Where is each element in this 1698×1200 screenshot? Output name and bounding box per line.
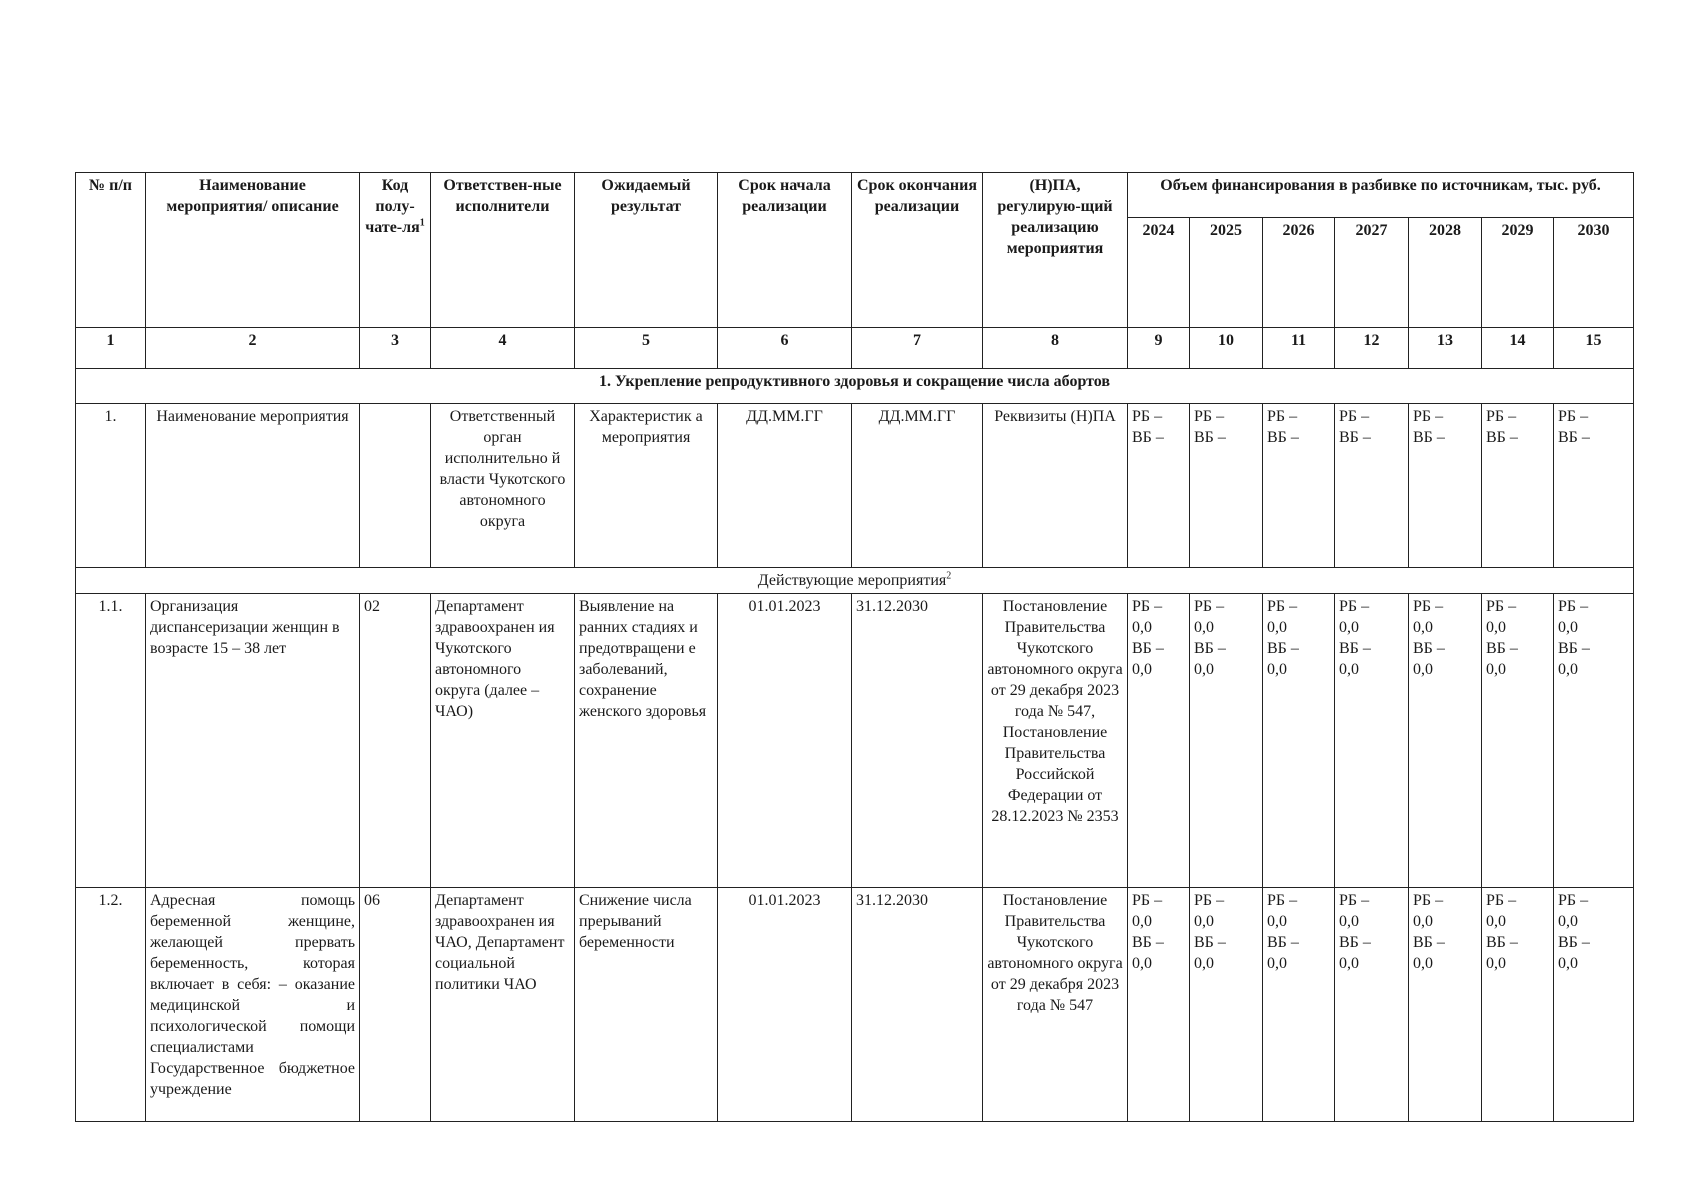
row-npa: Постановление Правительства Чукотского автономного округа от 29 декабря 2023 года № 547, Постановление Правительства Российской Федерации от 28.12.2023 № 2353 <box>983 594 1128 888</box>
section-row <box>76 369 1634 404</box>
colnum: 13 <box>1409 328 1482 369</box>
row-fin: РБ – 0,0 ВБ – 0,0 <box>1335 888 1409 1122</box>
header-row-1 <box>76 173 1634 218</box>
header-financing: Объем финансирования в разбивке по источникам, тыс. руб. <box>1128 173 1634 218</box>
header-name: Наименование мероприятия/ описание <box>146 173 360 328</box>
row-fin: РБ – ВБ – <box>1409 404 1482 568</box>
colnum: 10 <box>1190 328 1263 369</box>
row-end: 31.12.2030 <box>852 594 983 888</box>
financing-table <box>75 172 1634 1122</box>
colnum: 4 <box>431 328 575 369</box>
row-fin: РБ – 0,0 ВБ – 0,0 <box>1263 888 1335 1122</box>
row-fin: РБ – 0,0 ВБ – 0,0 <box>1263 594 1335 888</box>
row-code: 06 <box>360 888 431 1122</box>
row-executor: Департамент здравоохранен ия ЧАО, Департамент социальной политики ЧАО <box>431 888 575 1122</box>
row-code: 02 <box>360 594 431 888</box>
row-num: 1. <box>76 404 146 568</box>
row-npa: Постановление Правительства Чукотского автономного округа от 29 декабря 2023 года № 547 <box>983 888 1128 1122</box>
row-start: 01.01.2023 <box>718 888 852 1122</box>
year-2029: 2029 <box>1482 218 1554 328</box>
row-fin: РБ – ВБ – <box>1263 404 1335 568</box>
colnum: 3 <box>360 328 431 369</box>
header-num: № п/п <box>76 173 146 328</box>
row-name: Организация диспансеризации женщин в возрасте 15 – 38 лет <box>146 594 360 888</box>
row-fin: РБ – 0,0 ВБ – 0,0 <box>1128 594 1190 888</box>
row-end: ДД.ММ.ГГ <box>852 404 983 568</box>
row-fin: РБ – 0,0 ВБ – 0,0 <box>1554 888 1634 1122</box>
year-2028: 2028 <box>1409 218 1482 328</box>
row-result: Снижение числа прерываний беременности <box>575 888 718 1122</box>
row-result: Выявление на ранних стадиях и предотвращени е заболеваний, сохранение женского здоровья <box>575 594 718 888</box>
table-row <box>76 594 1634 888</box>
colnum: 8 <box>983 328 1128 369</box>
row-fin: РБ – 0,0 ВБ – 0,0 <box>1482 888 1554 1122</box>
row-num: 1.2. <box>76 888 146 1122</box>
year-2027: 2027 <box>1335 218 1409 328</box>
row-fin: РБ – 0,0 ВБ – 0,0 <box>1554 594 1634 888</box>
row-start: 01.01.2023 <box>718 594 852 888</box>
row-fin: РБ – 0,0 ВБ – 0,0 <box>1409 594 1482 888</box>
header-start: Срок начала реализации <box>718 173 852 328</box>
year-2024: 2024 <box>1128 218 1190 328</box>
header-code: Код полу-$чате-ля^1$ <box>360 173 431 328</box>
row-fin: РБ – 0,0 ВБ – 0,0 <box>1482 594 1554 888</box>
header-end: Срок окончания реализации <box>852 173 983 328</box>
row-executor: Департамент здравоохранен ия Чукотского автономного округа (далее – ЧАО) <box>431 594 575 888</box>
row-fin: РБ – ВБ – <box>1482 404 1554 568</box>
row-fin: РБ – ВБ – <box>1190 404 1263 568</box>
row-num: 1.1. <box>76 594 146 888</box>
section-title: 1. Укрепление репродуктивного здоровья и сокращение числа абортов <box>76 369 1634 404</box>
table-row <box>76 888 1634 1122</box>
row-executor: Ответственный орган исполнительно й власти Чукотского автономного округа <box>431 404 575 568</box>
row-fin: РБ – 0,0 ВБ – 0,0 <box>1335 594 1409 888</box>
year-2025: 2025 <box>1190 218 1263 328</box>
colnum: 2 <box>146 328 360 369</box>
row-npa: Реквизиты (Н)ПА <box>983 404 1128 568</box>
colnum: 7 <box>852 328 983 369</box>
subsection-label: Действующие мероприятия$^2$ <box>76 568 1634 594</box>
row-fin: РБ – ВБ – <box>1554 404 1634 568</box>
colnum: 1 <box>76 328 146 369</box>
row-name: Адресная помощь беременной женщине, желающей прервать беременность, которая включает в себя: – оказание медицинской и психологической помощи специалистами Государственное бюджетное учреждение <box>146 888 360 1122</box>
row-start: ДД.ММ.ГГ <box>718 404 852 568</box>
row-fin: РБ – ВБ – <box>1335 404 1409 568</box>
header-result: Ожидаемый результат <box>575 173 718 328</box>
year-2030: 2030 <box>1554 218 1634 328</box>
colnum: 12 <box>1335 328 1409 369</box>
template-row <box>76 404 1634 568</box>
colnum: 6 <box>718 328 852 369</box>
header-executors: Ответствен-ные исполнители <box>431 173 575 328</box>
row-result: Характеристик а мероприятия <box>575 404 718 568</box>
column-number-row <box>76 328 1634 369</box>
row-fin: РБ – 0,0 ВБ – 0,0 <box>1190 888 1263 1122</box>
colnum: 11 <box>1263 328 1335 369</box>
colnum: 15 <box>1554 328 1634 369</box>
header-npa: (Н)ПА, регулирую-щий реализацию мероприятия <box>983 173 1128 328</box>
row-end: 31.12.2030 <box>852 888 983 1122</box>
colnum: 5 <box>575 328 718 369</box>
year-2026: 2026 <box>1263 218 1335 328</box>
row-fin: РБ – ВБ – <box>1128 404 1190 568</box>
row-name: Наименование мероприятия <box>146 404 360 568</box>
subsection-row <box>76 568 1634 594</box>
document-page <box>75 172 1633 1122</box>
row-fin: РБ – 0,0 ВБ – 0,0 <box>1128 888 1190 1122</box>
colnum: 9 <box>1128 328 1190 369</box>
colnum: 14 <box>1482 328 1554 369</box>
row-code <box>360 404 431 568</box>
row-fin: РБ – 0,0 ВБ – 0,0 <box>1409 888 1482 1122</box>
row-fin: РБ – 0,0 ВБ – 0,0 <box>1190 594 1263 888</box>
